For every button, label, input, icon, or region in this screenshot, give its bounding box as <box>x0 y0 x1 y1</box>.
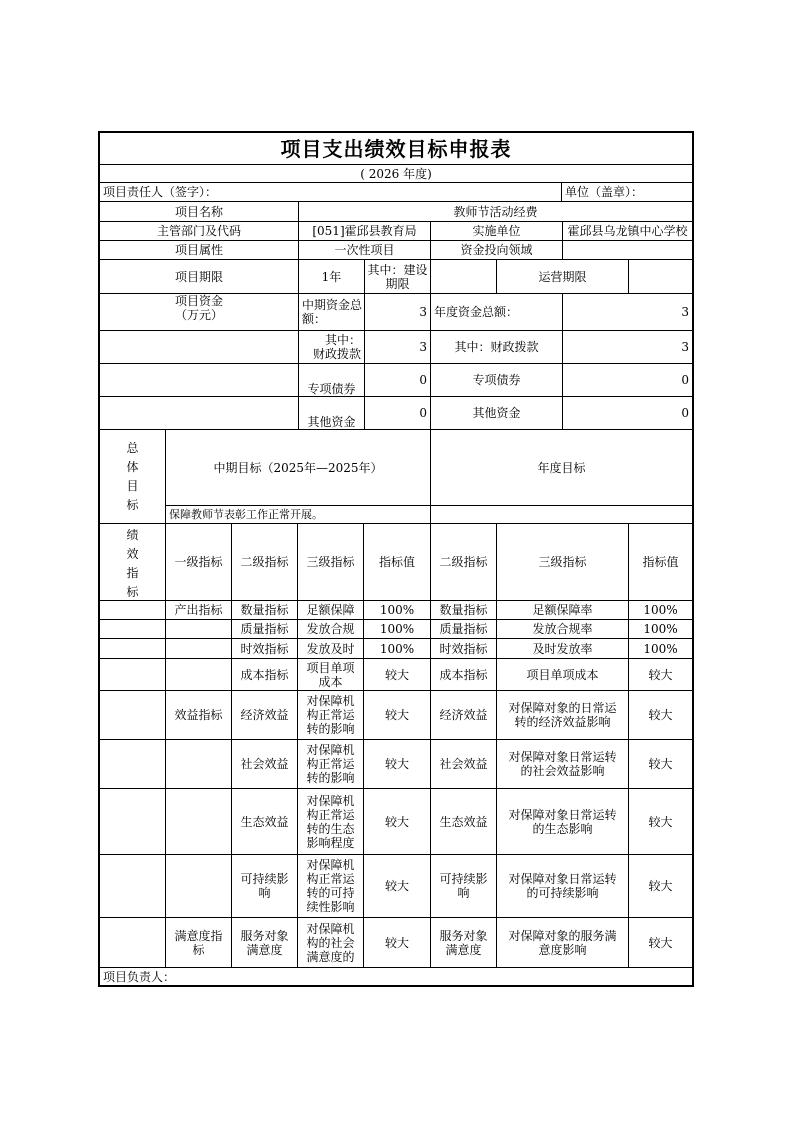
level2b-cell: 质量指标 <box>431 620 497 639</box>
level3b-cell: 对保障对象日常运转 的生态影响 <box>497 789 629 855</box>
level2-cell: 质量指标 <box>232 620 298 639</box>
level3-cell: 发放及时 <box>298 639 364 659</box>
valueb-cell: 较大 <box>629 789 692 855</box>
funds-blank-2 <box>100 364 299 397</box>
level3-cell: 对保障机 构正常运 转的生态 影响程度 <box>298 789 364 855</box>
value-cell: 较大 <box>364 659 431 691</box>
level2-cell: 数量指标 <box>232 601 298 620</box>
level2-cell: 服务对象 满意度 <box>232 918 298 968</box>
indicator-row <box>100 620 692 639</box>
level3-cell: 对保障机 构正常运 转的影响 <box>298 691 364 740</box>
value-cell: 100% <box>364 620 431 639</box>
year-fiscal-value: 3 <box>563 331 692 364</box>
year-line: ( 2026 年度) <box>100 165 692 183</box>
valueb-cell: 100% <box>629 601 692 620</box>
funds-label: 项目资金 （万元） <box>100 294 299 331</box>
year-total-label: 年度资金总额： <box>431 294 563 331</box>
row-blank <box>100 918 166 968</box>
level3b-cell: 对保障对象的服务满 意度影响 <box>497 918 629 968</box>
mid-target-label: 中期目标（2025年—2025年） <box>166 430 431 506</box>
level3b-cell: 及时发放率 <box>497 639 629 659</box>
row-blank <box>100 855 166 918</box>
year-other-value: 0 <box>563 397 692 430</box>
mid-total-value: 3 <box>365 294 431 331</box>
project-name-label: 项目名称 <box>100 202 299 222</box>
attribute-value: 一次性项目 <box>299 241 431 260</box>
col-level3-b: 三级指标 <box>497 524 629 601</box>
valueb-cell: 较大 <box>629 855 692 918</box>
value-cell: 100% <box>364 639 431 659</box>
project-name-value: 教师节活动经费 <box>299 202 692 222</box>
row-blank <box>100 740 166 789</box>
col-value-b: 指标值 <box>629 524 692 601</box>
level2-cell: 生态效益 <box>232 789 298 855</box>
value-cell: 100% <box>364 601 431 620</box>
level1-cell <box>166 659 232 691</box>
level1-cell <box>166 639 232 659</box>
level3-cell: 对保障机 构正常运 转的可持 续性影响 <box>298 855 364 918</box>
col-level3: 三级指标 <box>298 524 364 601</box>
valueb-cell: 较大 <box>629 659 692 691</box>
construction-period-value <box>431 260 497 294</box>
col-value: 指标值 <box>364 524 431 601</box>
attribute-label: 项目属性 <box>100 241 299 260</box>
level2b-cell: 服务对象 满意度 <box>431 918 497 968</box>
department-value: [051]霍邱县教育局 <box>299 222 431 241</box>
level1-cell <box>166 855 232 918</box>
mid-bond-value: 0 <box>365 364 431 397</box>
col-level2: 二级指标 <box>232 524 298 601</box>
valueb-cell: 100% <box>629 620 692 639</box>
operation-period-label: 运营期限 <box>497 260 629 294</box>
indicator-row <box>100 789 692 855</box>
form-title: 项目支出绩效目标申报表 <box>100 133 692 165</box>
level2-cell: 成本指标 <box>232 659 298 691</box>
construction-period-label: 其中：建设期限 <box>365 260 431 294</box>
level3-cell: 足额保障 <box>298 601 364 620</box>
funds-blank-1 <box>100 331 299 364</box>
level2b-cell: 成本指标 <box>431 659 497 691</box>
value-cell: 较大 <box>364 691 431 740</box>
level3-cell: 对保障机 构的社会 满意度的 <box>298 918 364 968</box>
impl-unit-label: 实施单位 <box>431 222 563 241</box>
indicator-row <box>100 855 692 918</box>
period-label: 项目期限 <box>100 260 299 294</box>
level3b-cell: 对保障对象日常运转 的可持续影响 <box>497 855 629 918</box>
value-cell: 较大 <box>364 740 431 789</box>
row-blank <box>100 601 166 620</box>
level2b-cell: 经济效益 <box>431 691 497 740</box>
mid-fiscal-value: 3 <box>365 331 431 364</box>
other-funds-label-2: 其他资金 <box>431 397 563 430</box>
level3b-cell: 发放合规率 <box>497 620 629 639</box>
level1-cell: 满意度指 标 <box>166 918 232 968</box>
level2b-cell: 时效指标 <box>431 639 497 659</box>
row-blank <box>100 789 166 855</box>
valueb-cell: 100% <box>629 639 692 659</box>
level1-cell <box>166 620 232 639</box>
valueb-cell: 较大 <box>629 691 692 740</box>
mid-total-label: 中期资金总额： <box>299 294 365 331</box>
year-bond-value: 0 <box>563 364 692 397</box>
valueb-cell: 较大 <box>629 740 692 789</box>
responsible-label: 项目责任人（签字）： <box>100 183 562 202</box>
special-bond-label-2: 专项债券 <box>431 364 563 397</box>
row-blank <box>100 691 166 740</box>
year-total-value: 3 <box>563 294 692 331</box>
indicator-row <box>100 601 692 620</box>
indicator-row <box>100 691 692 740</box>
unit-seal-label: 单位（盖章）： <box>562 183 692 202</box>
level2b-cell: 社会效益 <box>431 740 497 789</box>
level2-cell: 经济效益 <box>232 691 298 740</box>
value-cell: 较大 <box>364 855 431 918</box>
funds-blank-3 <box>100 397 299 430</box>
level2b-cell: 数量指标 <box>431 601 497 620</box>
row-blank <box>100 620 166 639</box>
indicator-row <box>100 639 692 659</box>
level1-cell: 产出指标 <box>166 601 232 620</box>
mid-target-text: 保障教师节表彰工作正常开展。 <box>166 506 431 524</box>
level1-cell <box>166 789 232 855</box>
level3b-cell: 项目单项成本 <box>497 659 629 691</box>
valueb-cell: 较大 <box>629 918 692 968</box>
level3b-cell: 对保障对象日常运转 的社会效益影响 <box>497 740 629 789</box>
level1-cell <box>166 740 232 789</box>
row-blank <box>100 639 166 659</box>
level2-cell: 时效指标 <box>232 639 298 659</box>
department-label: 主管部门及代码 <box>100 222 299 241</box>
period-value: 1年 <box>299 260 365 294</box>
level1-cell: 效益指标 <box>166 691 232 740</box>
level3b-cell: 足额保障率 <box>497 601 629 620</box>
year-fiscal-label: 其中：财政拨款 <box>431 331 563 364</box>
other-funds-label: 其他资金 <box>299 397 365 430</box>
col-level2-b: 二级指标 <box>431 524 497 601</box>
mid-other-value: 0 <box>365 397 431 430</box>
impl-unit-value: 霍邱县乌龙镇中心学校 <box>563 222 692 241</box>
year-target-text <box>431 506 692 524</box>
fund-area-value <box>563 241 692 260</box>
year-target-label: 年度目标 <box>431 430 692 506</box>
value-cell: 较大 <box>364 918 431 968</box>
mid-fiscal-label: 其中： 财政拨款 <box>299 331 365 364</box>
level2b-cell: 可持续影 响 <box>431 855 497 918</box>
performance-target-form <box>98 131 694 987</box>
level3b-cell: 对保障对象的日常运 转的经济效益影响 <box>497 691 629 740</box>
overall-target-label: 总 体 目 标 <box>100 430 166 524</box>
indicator-row <box>100 659 692 691</box>
indicator-row <box>100 918 692 968</box>
project-leader-label: 项目负责人： <box>103 969 176 984</box>
fund-area-label: 资金投向领域 <box>431 241 563 260</box>
value-cell: 较大 <box>364 789 431 855</box>
special-bond-label: 专项债券 <box>299 364 365 397</box>
col-level1: 一级指标 <box>166 524 232 601</box>
level2-cell: 社会效益 <box>232 740 298 789</box>
level3-cell: 对保障机 构正常运 转的影响 <box>298 740 364 789</box>
level3-cell: 发放合规 <box>298 620 364 639</box>
level3-cell: 项目单项 成本 <box>298 659 364 691</box>
level2-cell: 可持续影 响 <box>232 855 298 918</box>
indicator-row <box>100 740 692 789</box>
operation-period-value <box>629 260 692 294</box>
perf-indicator-label: 绩 效 指 标 <box>100 524 166 601</box>
row-blank <box>100 659 166 691</box>
level2b-cell: 生态效益 <box>431 789 497 855</box>
